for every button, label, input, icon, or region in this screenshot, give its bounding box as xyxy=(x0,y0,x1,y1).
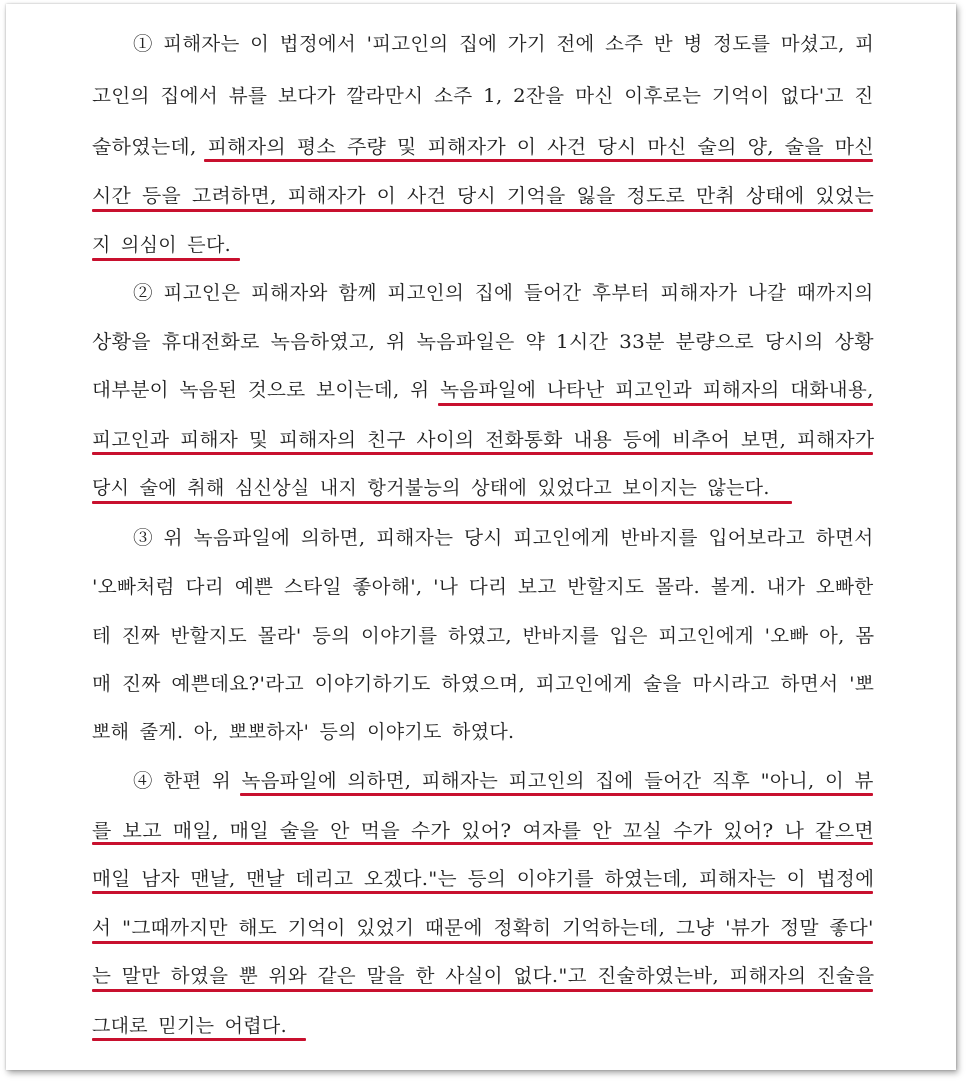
underline-mark xyxy=(92,1038,306,1041)
text-line: 피고인과 피해자 및 피해자의 친구 사이의 전화통화 내용 등에 비추어 보면, 피해자가 xyxy=(92,429,875,451)
underline-mark xyxy=(438,403,873,406)
text-line: 를 보고 매일, 매일 술을 안 먹을 수가 있어? 여자를 안 꼬실 수가 있어? 나 같으면 xyxy=(92,820,875,842)
underline-mark xyxy=(92,891,873,894)
text-line: ③ 위 녹음파일에 의하면, 피해자는 당시 피고인에게 반바지를 입어보라고 하면서 xyxy=(133,527,874,549)
text-line: ① 피해자는 이 법정에서 '피고인의 집에 가기 전에 소주 반 병 정도를 마셨고, 피 xyxy=(133,33,875,55)
text-line: ② 피고인은 피해자와 함께 피고인의 집에 들어간 후부터 피해자가 나갈 때까지의 xyxy=(133,282,874,304)
underline-mark xyxy=(92,501,792,504)
text-line: ④ 한편 위 녹음파일에 의하면, 피해자는 피고인의 집에 들어간 직후 "아니, 이 뷰 xyxy=(133,770,874,792)
underline-mark xyxy=(92,452,873,455)
text-line: 매 진짜 예쁜데요?'라고 이야기하기도 하였으며, 피고인에게 술을 마시라고 하면서 '뽀 xyxy=(92,673,875,695)
text-line: 대부분이 녹음된 것으로 보이는데, 위 녹음파일에 나타난 피고인과 피해자의 대화내용, xyxy=(92,379,874,401)
text-line: 뽀해 줄게. 아, 뽀뽀하자' 등의 이야기도 하였다. xyxy=(92,721,515,743)
document-page xyxy=(6,4,956,1070)
text-line: 고인의 집에서 뷰를 보다가 깔라만시 소주 1, 2잔을 마신 이후로는 기억이 없다'고 진 xyxy=(92,85,874,107)
text-line: 당시 술에 취해 심신상실 내지 항거불능의 상태에 있었다고 보이지는 않는다. xyxy=(92,477,770,499)
text-line: 서 "그때까지만 해도 기억이 있었기 때문에 정확히 기억하는데, 그냥 '뷰가 정말 좋다' xyxy=(92,917,874,939)
text-line: '오빠처럼 다리 예쁜 스타일 좋아해', '나 다리 보고 반할지도 몰라. 볼게. 내가 오빠한 xyxy=(92,576,874,598)
text-line: 지 의심이 든다. xyxy=(92,234,231,256)
text-line: 는 말만 하였을 뿐 위와 같은 말을 한 사실이 없다."고 진술하였는바, 피해자의 진술을 xyxy=(92,965,875,987)
underline-mark xyxy=(92,989,873,992)
text-line: 그대로 믿기는 어렵다. xyxy=(92,1015,287,1037)
underline-mark xyxy=(92,941,873,944)
underline-mark xyxy=(204,159,873,162)
text-line: 시간 등을 고려하면, 피해자가 이 사건 당시 기억을 잃을 정도로 만취 상태에 있었는 xyxy=(92,185,874,207)
underline-mark xyxy=(240,793,873,796)
text-line: 술하였는데, 피해자의 평소 주량 및 피해자가 이 사건 당시 마신 술의 양, 술을 마신 xyxy=(92,136,875,158)
text-line: 매일 남자 맨날, 맨날 데리고 오겠다."는 등의 이야기를 하였는데, 피해자는 이 법정에 xyxy=(92,868,875,890)
underline-mark xyxy=(92,258,240,261)
text-line: 테 진짜 반할지도 몰라' 등의 이야기를 하였고, 반바지를 입은 피고인에게 '오빠 아, 몸 xyxy=(92,625,875,647)
text-line: 상황을 휴대전화로 녹음하였고, 위 녹음파일은 약 1시간 33분 분량으로 당시의 상황 xyxy=(92,331,874,353)
underline-mark xyxy=(92,842,873,845)
underline-mark xyxy=(92,209,873,212)
